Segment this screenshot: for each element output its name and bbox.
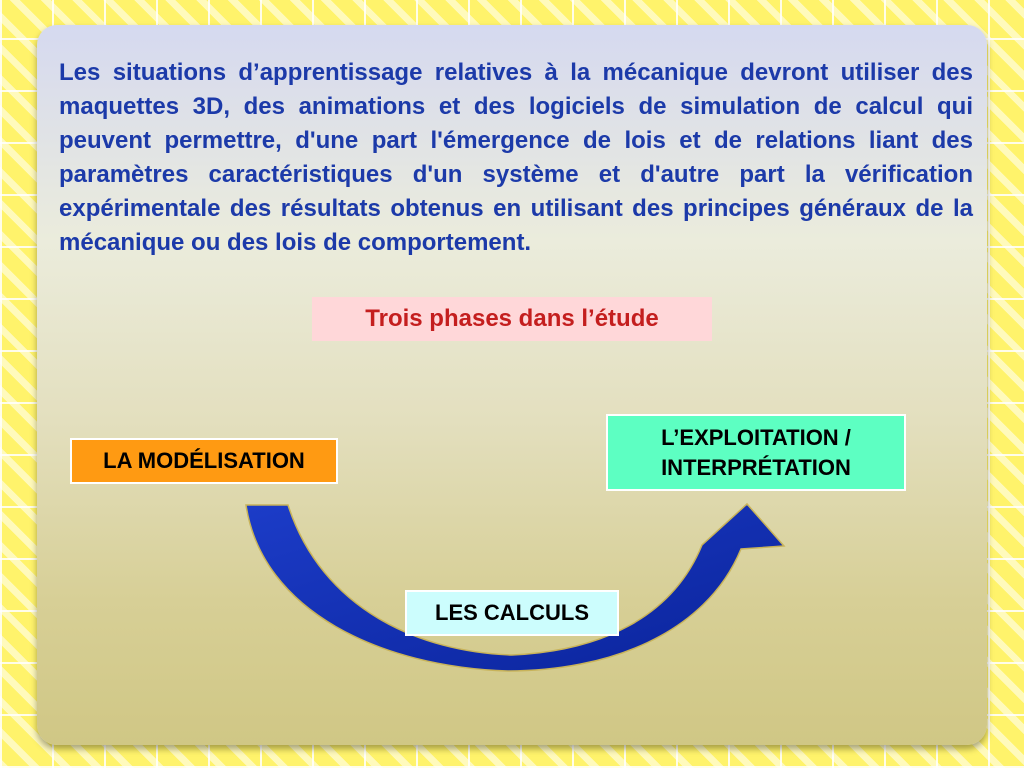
exploitation-line2: INTERPRÉTATION — [661, 454, 851, 480]
curved-arrow-shape — [246, 504, 784, 671]
exploitation-box — [608, 416, 904, 489]
calculs-box: LES CALCULS — [407, 592, 617, 634]
modelisation-box: LA MODÉLISATION — [72, 440, 336, 482]
exploitation-line1: L’EXPLOITATION / — [661, 424, 851, 450]
phases-title: Trois phases dans l’étude — [312, 297, 712, 341]
intro-paragraph: Les situations d’apprentissage relatives à la mécanique devront utiliser des maquettes 3D, des animations et des logiciels de simulation de calcul qui peuvent permettre, d'une part l'émergence de lois et de relations liant des paramètres caractéristiques d'un système et d'autre part la vérification expérimentale des résultats obtenus en utilisant des principes généraux de la mécanique ou des lois de comportement. — [59, 59, 973, 256]
